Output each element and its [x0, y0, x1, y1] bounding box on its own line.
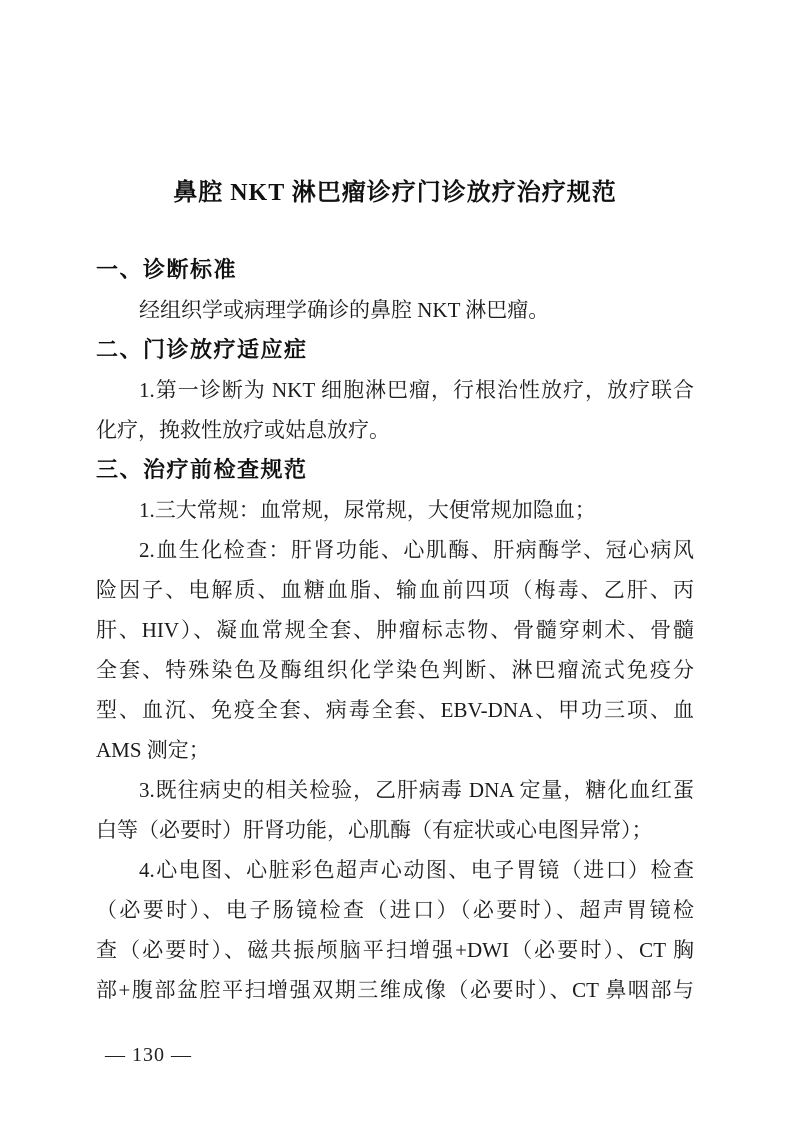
paragraph-line: 1.第一诊断为 NKT 细胞淋巴瘤，行根治性放疗，放疗联合: [139, 378, 694, 402]
paragraph-line: 2.血生化检查：肝肾功能、心肌酶、肝病酶学、冠心病风: [139, 538, 694, 562]
paragraph-line: 白等（必要时）肝肾功能，心肌酶（有症状或心电图异常）；: [96, 818, 653, 842]
section-heading-3: 三、治疗前检查规范: [96, 457, 308, 482]
section-heading-1: 一、诊断标准: [96, 257, 238, 282]
paragraph-line: 经组织学或病理学确诊的鼻腔 NKT 淋巴瘤。: [139, 298, 550, 322]
paragraph-line: 肝、HIV）、凝血常规全套、肿瘤标志物、骨髓穿刺术、骨髓: [96, 618, 694, 642]
paragraph-line: 型、血沉、免疫全套、病毒全套、EBV-DNA、甲功三项、血: [96, 698, 694, 722]
document-title: 鼻腔 NKT 淋巴瘤诊疗门诊放疗治疗规范: [173, 180, 617, 206]
paragraph-line: 查（必要时）、磁共振颅脑平扫增强+DWI（必要时）、CT 胸: [96, 938, 694, 962]
section-heading-2: 二、门诊放疗适应症: [96, 337, 308, 362]
paragraph-line: AMS 测定；: [96, 738, 210, 762]
paragraph-line: 化疗，挽救性放疗或姑息放疗。: [96, 418, 390, 442]
paragraph-line: 险因子、电解质、血糖血脂、输血前四项（梅毒、乙肝、丙: [96, 578, 694, 602]
paragraph-line: 3.既往病史的相关检验，乙肝病毒 DNA 定量，糖化血红蛋: [139, 778, 694, 802]
paragraph-line: 4.心电图、心脏彩色超声心动图、电子胃镜（进口）检查: [139, 858, 694, 882]
paragraph-line: 全套、特殊染色及酶组织化学染色判断、淋巴瘤流式免疫分: [96, 658, 694, 682]
page-number: — 130 —: [105, 1044, 192, 1066]
paragraph-line: （必要时）、电子肠镜检查（进口）（必要时）、超声胃镜检: [96, 898, 694, 922]
document-body: [96, 250, 694, 1010]
paragraph-line: 1.三大常规：血常规，尿常规，大便常规加隐血；: [139, 498, 596, 522]
paragraph-line: 部+腹部盆腔平扫增强双期三维成像（必要时）、CT 鼻咽部与: [96, 978, 694, 1002]
